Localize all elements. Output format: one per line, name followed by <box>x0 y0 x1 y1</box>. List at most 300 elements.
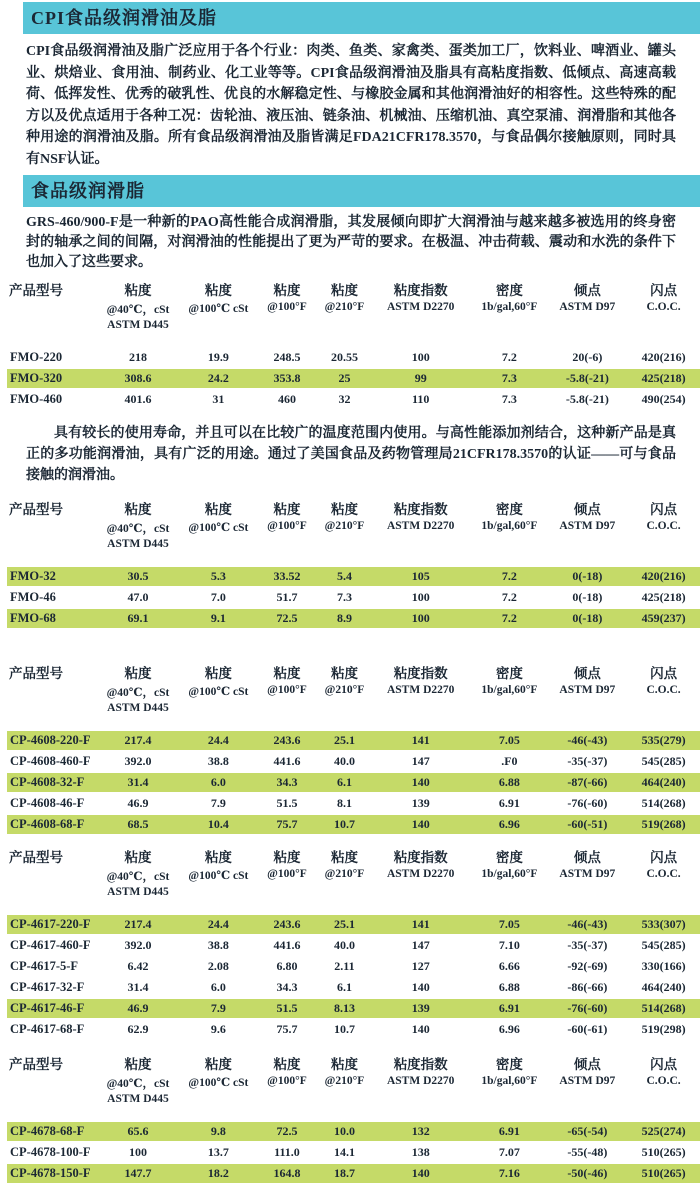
col-header-method <box>548 886 628 901</box>
spec-value-cell: 6.42 <box>127 959 149 973</box>
col-header-label: 粘度指数 <box>393 1057 448 1072</box>
col-header-blank <box>7 520 94 536</box>
product-model-cell: FMO-460 <box>10 392 63 406</box>
table-row <box>7 957 700 976</box>
col-header-method <box>182 538 255 553</box>
spec-value-cell: -55(-48) <box>567 1145 608 1159</box>
col-header-condition: ASTM D97 <box>559 301 616 313</box>
col-header-label: 密度 <box>495 1057 523 1072</box>
spec-value-cell: 32 <box>338 392 351 406</box>
col-header-label: 倾点 <box>573 850 601 865</box>
product-model-cell: FMO-32 <box>7 567 94 586</box>
product-model-cell: CP-4608-32-F <box>7 773 94 792</box>
col-header-condition: @100°F <box>267 868 307 880</box>
spec-value-cell: 31.4 <box>127 980 149 994</box>
col-header-condition: ASTM D2270 <box>386 868 455 880</box>
spec-value-cell: 514(268) <box>627 999 700 1018</box>
col-header-method <box>370 538 471 553</box>
spec-table-cp4678 <box>7 1051 700 1185</box>
col-header-label: 倾点 <box>573 1057 601 1072</box>
col-header-label: 粘度指数 <box>393 666 448 681</box>
table-row <box>7 567 700 586</box>
spec-value-cell: 140 <box>370 1164 471 1183</box>
col-header-label: 粘度指数 <box>393 850 448 865</box>
spec-value-cell: 8.1 <box>336 796 352 810</box>
spec-value-cell: 2.11 <box>334 959 355 973</box>
col-header-label: 粘度 <box>330 283 358 298</box>
section-title-bar-main <box>23 2 700 34</box>
col-header-method <box>627 886 700 901</box>
spec-value-cell: 72.5 <box>255 1122 319 1141</box>
col-header-method <box>548 702 628 717</box>
spec-value-cell: 7.07 <box>498 1145 520 1159</box>
table-row <box>7 609 700 628</box>
col-header-method <box>370 1093 471 1108</box>
col-header-method: ASTM D445 <box>107 538 169 550</box>
col-header-model: 产品型号 <box>9 283 63 298</box>
spec-value-cell: 51.7 <box>276 590 298 604</box>
product-model-cell: CP-4678-100-F <box>10 1145 91 1159</box>
col-header-condition: ASTM D97 <box>559 684 616 696</box>
spec-table-fmo-light <box>7 496 700 630</box>
col-header-method <box>627 538 700 553</box>
col-header-condition: C.O.C. <box>646 1075 681 1087</box>
col-header-method <box>548 1093 628 1108</box>
spec-value-cell: 9.8 <box>182 1122 255 1141</box>
spec-value-cell: 243.6 <box>255 915 319 934</box>
col-header-label: 粘度 <box>124 850 152 865</box>
table-header <box>7 498 700 553</box>
spec-value-cell: -5.8(-21) <box>548 369 628 388</box>
header-row-labels <box>7 498 700 518</box>
spec-value-cell: 72.5 <box>255 609 319 628</box>
spec-value-cell: 330(166) <box>641 959 686 973</box>
table-row <box>7 773 700 792</box>
col-header-blank <box>7 1075 94 1091</box>
spec-value-cell: 13.7 <box>207 1145 229 1159</box>
spec-value-cell: 6.1 <box>319 773 370 792</box>
spec-value-cell: 24.4 <box>182 731 255 750</box>
header-row-method <box>7 702 700 717</box>
spec-value-cell: 525(274) <box>627 1122 700 1141</box>
spec-value-cell: 18.7 <box>319 1164 370 1183</box>
spec-value-cell: -60(-51) <box>548 815 628 834</box>
col-header-method <box>548 319 628 334</box>
spec-value-cell: 7.2 <box>471 609 547 628</box>
table-row <box>7 915 700 934</box>
col-header-method: ASTM D445 <box>107 886 169 898</box>
col-header-method <box>471 319 547 334</box>
spec-value-cell: 140 <box>370 773 471 792</box>
product-model-cell: FMO-46 <box>10 590 56 604</box>
spec-value-cell: 459(237) <box>627 609 700 628</box>
spec-value-cell: 308.6 <box>94 369 181 388</box>
col-header-method: ASTM D445 <box>107 1093 169 1105</box>
product-model-cell: CP-4608-68-F <box>7 815 94 834</box>
col-header-condition: @210°F <box>324 868 365 880</box>
spec-value-cell: 420(216) <box>627 567 700 586</box>
header-row-method <box>7 319 700 334</box>
header-row-conditions <box>7 684 700 700</box>
spec-value-cell: 10.4 <box>182 815 255 834</box>
spec-value-cell: 6.91 <box>471 999 547 1018</box>
col-header-condition: 1b/gal,60°F <box>481 1075 538 1087</box>
table-row <box>7 1164 700 1183</box>
table-row <box>7 752 700 771</box>
header-row-conditions <box>7 520 700 536</box>
spec-value-cell: 6.96 <box>471 815 547 834</box>
spec-value-cell: 25.1 <box>319 731 370 750</box>
spec-value-cell: 7.9 <box>210 796 226 810</box>
spec-value-cell: 6.91 <box>498 796 520 810</box>
col-header-label: 粘度指数 <box>393 502 448 517</box>
spec-value-cell: -92(-69) <box>567 959 608 973</box>
spec-value-cell: 7.2 <box>501 350 517 364</box>
table-row <box>7 815 700 834</box>
col-header-condition: @100°F <box>267 1075 307 1087</box>
spec-value-cell: 105 <box>370 567 471 586</box>
spec-value-cell: 139 <box>370 999 471 1018</box>
spec-value-cell: 127 <box>411 959 430 973</box>
product-model-cell: CP-4678-68-F <box>7 1122 94 1141</box>
col-header-condition: @40℃，cSt <box>106 523 170 535</box>
table-header <box>7 662 700 717</box>
product-model-cell: FMO-220 <box>10 350 63 364</box>
col-header-label: 倾点 <box>573 666 601 681</box>
spec-value-cell: 24.2 <box>182 369 255 388</box>
spec-value-cell: 464(240) <box>641 980 686 994</box>
spec-value-cell: 111.0 <box>274 1145 300 1159</box>
spec-value-cell: 34.3 <box>276 980 298 994</box>
col-header-condition: @40℃，cSt <box>106 871 170 883</box>
spec-value-cell: -35(-37) <box>567 938 608 952</box>
spec-value-cell: 510(265) <box>641 1145 686 1159</box>
col-header-condition: 1b/gal,60°F <box>481 301 538 313</box>
spec-value-cell: 7.10 <box>498 938 520 952</box>
col-header-method <box>471 1093 547 1108</box>
spec-value-cell: 68.5 <box>94 815 181 834</box>
col-header-condition: ASTM D97 <box>559 1075 616 1087</box>
spec-value-cell: 100 <box>411 590 430 604</box>
table-row <box>7 348 700 367</box>
col-header-method <box>471 886 547 901</box>
spec-value-cell: 392.0 <box>124 938 152 952</box>
col-header-label: 粘度 <box>204 502 232 517</box>
spec-value-cell: -60(-61) <box>567 1022 608 1036</box>
col-header-label: 粘度 <box>273 850 301 865</box>
spec-value-cell: 147 <box>411 754 430 768</box>
table-row <box>7 731 700 750</box>
col-header-label: 粘度 <box>330 1057 358 1072</box>
col-header-condition: @100°F <box>267 520 307 532</box>
spec-value-cell: 51.5 <box>276 796 298 810</box>
spec-value-cell: 7.2 <box>501 590 517 604</box>
section-title-main: CPI食品级润滑油及脂 <box>31 8 217 28</box>
spec-table-fmo-heavy <box>7 277 700 411</box>
spec-value-cell: 14.1 <box>333 1145 355 1159</box>
spec-value-cell: 75.7 <box>255 815 319 834</box>
table-row <box>7 1020 700 1039</box>
spec-value-cell: 7.05 <box>471 915 547 934</box>
datasheet-page <box>0 2 700 1180</box>
col-header-method <box>182 1093 255 1108</box>
spec-value-cell: 217.4 <box>94 731 181 750</box>
spec-value-cell: 425(218) <box>641 590 686 604</box>
spec-value-cell: 514(268) <box>641 796 686 810</box>
header-row-labels <box>7 279 700 299</box>
spec-value-cell: 75.7 <box>276 1022 298 1036</box>
col-header-condition: ASTM D2270 <box>386 684 455 696</box>
product-model-cell: CP-4678-150-F <box>7 1164 94 1183</box>
spec-value-cell: 46.9 <box>94 999 181 1018</box>
spec-value-cell: 243.6 <box>255 731 319 750</box>
col-header-condition: @100℃ cSt <box>188 870 249 882</box>
spec-value-cell: 65.6 <box>94 1122 181 1141</box>
col-header-blank <box>7 886 94 901</box>
product-model-cell: CP-4617-460-F <box>10 938 91 952</box>
spec-value-cell: -46(-43) <box>548 915 628 934</box>
product-model-cell: FMO-320 <box>7 369 94 388</box>
spec-value-cell: 38.8 <box>207 938 229 952</box>
col-header-method <box>319 538 370 553</box>
spec-value-cell: -76(-60) <box>567 796 608 810</box>
spec-value-cell: 6.0 <box>210 980 226 994</box>
table-header <box>7 1053 700 1108</box>
col-header-method <box>548 538 628 553</box>
col-header-condition: 1b/gal,60°F <box>481 520 538 532</box>
col-header-method <box>255 702 319 717</box>
spec-value-cell: 0(-18) <box>572 590 603 604</box>
col-header-model: 产品型号 <box>9 850 63 865</box>
spec-value-cell: 31 <box>212 392 225 406</box>
spec-value-cell: 34.3 <box>255 773 319 792</box>
spec-value-cell: 248.5 <box>273 350 301 364</box>
col-header-label: 粘度 <box>273 666 301 681</box>
table-row <box>7 588 700 607</box>
spec-value-cell: 353.8 <box>255 369 319 388</box>
spec-value-cell: 140 <box>370 815 471 834</box>
col-header-method <box>182 702 255 717</box>
col-header-method <box>319 319 370 334</box>
col-header-condition: @100°F <box>267 684 307 696</box>
spec-value-cell: -87(-66) <box>548 773 628 792</box>
col-header-label: 密度 <box>495 283 523 298</box>
spec-value-cell: 69.1 <box>94 609 181 628</box>
col-header-condition: 1b/gal,60°F <box>481 868 538 880</box>
col-header-label: 闪点 <box>650 666 678 681</box>
spec-value-cell: 30.5 <box>94 567 181 586</box>
spec-value-cell: 20.55 <box>330 350 358 364</box>
col-header-condition: @100℃ cSt <box>188 522 249 534</box>
spec-value-cell: 147 <box>411 938 430 952</box>
spec-value-cell: 6.88 <box>498 980 520 994</box>
col-header-condition: ASTM D97 <box>559 868 616 880</box>
col-header-label: 粘度 <box>330 850 358 865</box>
col-header-label: 密度 <box>495 666 523 681</box>
header-row-conditions <box>7 868 700 884</box>
col-header-label: 倾点 <box>573 502 601 517</box>
col-header-label: 粘度 <box>124 502 152 517</box>
spec-value-cell: 110 <box>412 392 430 406</box>
spec-value-cell: 139 <box>411 796 430 810</box>
col-header-method <box>182 886 255 901</box>
spec-value-cell: 5.4 <box>319 567 370 586</box>
col-header-condition: @210°F <box>324 520 365 532</box>
col-header-method: ASTM D445 <box>107 702 169 714</box>
col-header-label: 粘度 <box>204 850 232 865</box>
product-model-cell: CP-4608-46-F <box>10 796 85 810</box>
header-row-method <box>7 886 700 901</box>
col-header-label: 粘度 <box>273 502 301 517</box>
col-header-label: 闪点 <box>650 850 678 865</box>
spec-value-cell: 490(254) <box>641 392 686 406</box>
spec-value-cell: 40.0 <box>333 754 355 768</box>
spec-value-cell: -86(-66) <box>567 980 608 994</box>
col-header-blank <box>7 868 94 884</box>
col-header-label: 粘度 <box>124 1057 152 1072</box>
spec-value-cell: 147.7 <box>94 1164 181 1183</box>
spec-value-cell: 464(240) <box>627 773 700 792</box>
col-header-method <box>255 538 319 553</box>
spec-table-cp4617 <box>7 844 700 1041</box>
col-header-method <box>370 319 471 334</box>
header-row-labels <box>7 1053 700 1073</box>
col-header-condition: @210°F <box>324 301 365 313</box>
spec-value-cell: 100 <box>128 1145 147 1159</box>
col-header-method <box>471 538 547 553</box>
table-row <box>7 1143 700 1162</box>
col-header-label: 闪点 <box>650 1057 678 1072</box>
spec-value-cell: 545(285) <box>641 938 686 952</box>
col-header-blank <box>7 702 94 717</box>
spec-value-cell: 420(216) <box>641 350 686 364</box>
spacer-row <box>7 719 700 729</box>
table-row <box>7 390 700 409</box>
spec-value-cell: 6.80 <box>276 959 298 973</box>
spec-value-cell: 140 <box>411 1022 430 1036</box>
spec-value-cell: 19.9 <box>207 350 229 364</box>
product-model-cell: CP-4608-460-F <box>10 754 91 768</box>
col-header-method <box>255 319 319 334</box>
col-header-label: 粘度 <box>273 283 301 298</box>
col-header-method <box>370 702 471 717</box>
col-header-method <box>255 886 319 901</box>
spec-value-cell: 141 <box>370 915 471 934</box>
spec-table-cp4608 <box>7 660 700 836</box>
spacer-row <box>7 555 700 565</box>
col-header-condition: C.O.C. <box>646 520 681 532</box>
spec-value-cell: 217.4 <box>94 915 181 934</box>
spec-value-cell: 46.9 <box>127 796 149 810</box>
spec-value-cell: 25.1 <box>319 915 370 934</box>
spec-value-cell: 519(268) <box>627 815 700 834</box>
spec-value-cell: 2.08 <box>207 959 229 973</box>
spec-value-cell: -50(-46) <box>548 1164 628 1183</box>
col-header-label: 密度 <box>495 850 523 865</box>
spec-value-cell: 0(-18) <box>548 567 628 586</box>
col-header-method <box>627 319 700 334</box>
col-header-condition: @100°F <box>267 301 307 313</box>
spec-value-cell: 132 <box>370 1122 471 1141</box>
spec-value-cell: 18.2 <box>182 1164 255 1183</box>
header-row-labels <box>7 662 700 682</box>
table-row <box>7 369 700 388</box>
spec-value-cell: -5.8(-21) <box>565 392 609 406</box>
spec-value-cell: 8.13 <box>319 999 370 1018</box>
table-row <box>7 794 700 813</box>
spec-value-cell: 7.3 <box>471 369 547 388</box>
product-model-cell: CP-4617-68-F <box>10 1022 85 1036</box>
table-row <box>7 1122 700 1141</box>
spec-value-cell: 100 <box>411 350 430 364</box>
spec-value-cell: 441.6 <box>273 938 301 952</box>
spec-value-cell: -76(-60) <box>548 999 628 1018</box>
col-header-condition: 1b/gal,60°F <box>481 684 538 696</box>
spec-value-cell: 7.2 <box>471 567 547 586</box>
spec-value-cell: 47.0 <box>127 590 149 604</box>
spec-value-cell: 7.3 <box>336 590 352 604</box>
col-header-condition: @40℃，cSt <box>106 1078 170 1090</box>
spec-value-cell: 62.9 <box>127 1022 149 1036</box>
product-model-cell: CP-4608-220-F <box>7 731 94 750</box>
col-header-label: 粘度 <box>124 283 152 298</box>
section-title-grease: 食品级润滑脂 <box>31 181 145 201</box>
col-header-label: 倾点 <box>573 283 601 298</box>
spec-value-cell: 533(307) <box>627 915 700 934</box>
col-header-blank <box>7 1093 94 1108</box>
col-header-label: 密度 <box>495 502 523 517</box>
spec-value-cell: 51.5 <box>255 999 319 1018</box>
spec-value-cell: 425(218) <box>627 369 700 388</box>
product-model-cell: CP-4617-32-F <box>10 980 85 994</box>
spec-value-cell: 10.7 <box>319 815 370 834</box>
spec-value-cell: 38.8 <box>207 754 229 768</box>
col-header-label: 闪点 <box>650 283 678 298</box>
product-model-cell: FMO-68 <box>7 609 94 628</box>
col-header-method: ASTM D445 <box>107 319 169 331</box>
spec-value-cell: 6.88 <box>471 773 547 792</box>
col-header-method <box>627 1093 700 1108</box>
spec-value-cell: 6.0 <box>182 773 255 792</box>
spec-value-cell: 6.96 <box>498 1022 520 1036</box>
spec-value-cell: -35(-37) <box>567 754 608 768</box>
product-model-cell: CP-4617-46-F <box>7 999 94 1018</box>
col-header-label: 粘度 <box>204 1057 232 1072</box>
spec-value-cell: 9.1 <box>182 609 255 628</box>
col-header-method <box>319 1093 370 1108</box>
spec-value-cell: 8.9 <box>319 609 370 628</box>
spec-value-cell: 164.8 <box>255 1164 319 1183</box>
col-header-condition: @100℃ cSt <box>188 686 249 698</box>
header-row-method <box>7 538 700 553</box>
spec-value-cell: 140 <box>411 980 430 994</box>
spec-value-cell: .F0 <box>501 754 518 768</box>
spec-value-cell: 33.52 <box>255 567 319 586</box>
col-header-method <box>370 886 471 901</box>
product-model-cell: CP-4617-220-F <box>7 915 94 934</box>
col-header-blank <box>7 301 94 317</box>
col-header-condition: ASTM D2270 <box>386 520 455 532</box>
header-row-conditions <box>7 301 700 317</box>
col-header-condition: @210°F <box>324 1075 365 1087</box>
col-header-method <box>319 702 370 717</box>
col-header-condition: @40℃，cSt <box>106 687 170 699</box>
col-header-blank <box>7 319 94 334</box>
spacer-row <box>7 903 700 913</box>
spec-value-cell: 6.91 <box>471 1122 547 1141</box>
col-header-method <box>182 319 255 334</box>
spec-value-cell: 7.3 <box>501 392 517 406</box>
